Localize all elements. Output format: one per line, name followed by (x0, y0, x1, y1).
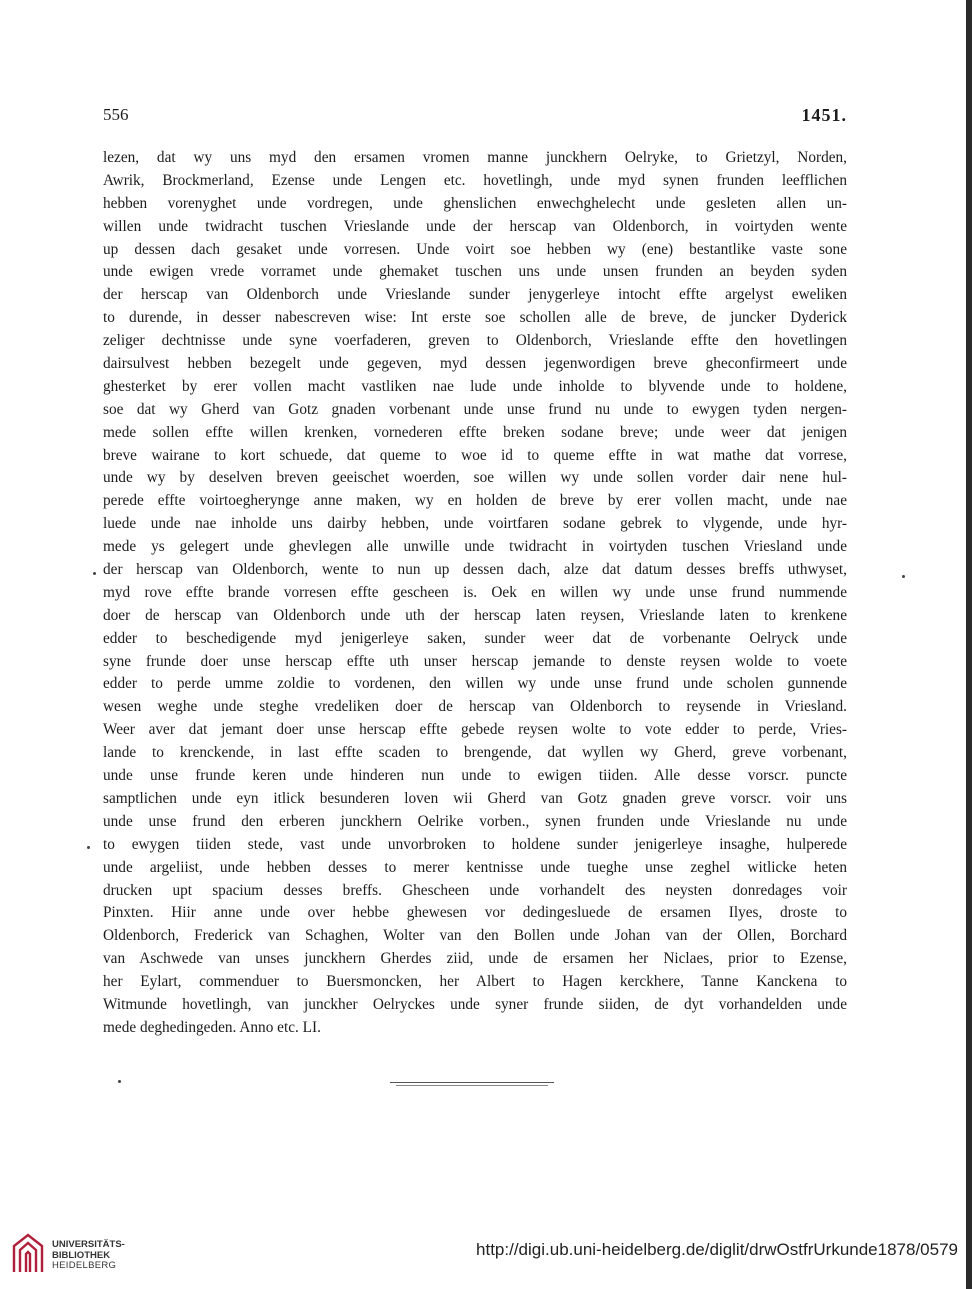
text-line: wesen weghe unde steghe vredeliken doer de herscap van Oldenborch to reysende in Vriesland. (103, 698, 847, 716)
text-line: her Eylart, commenduer to Buersmoncken, her Albert to Hagen kerckhere, Tanne Kanckena to (103, 973, 847, 991)
institution-line-3: HEIDELBERG (52, 1260, 117, 1271)
text-line: Weer aver dat jemant doer unse herscap effte gebede reysen wolte to vote edder to perde, Vries- (103, 721, 847, 739)
text-line: samptlichen unde eyn itlick besunderen loven wii Gherd van Gotz gnaden greve vorscr. voir uns (103, 789, 847, 807)
text-line: unde wy by deselven breven geeischet woerden, soe willen wy unde sollen vorder dair nene hul- (103, 469, 847, 487)
text-line: soe dat wy Gherd van Gotz gnaden vorbenant unde unse frund nu unde to ewygen tyden nergen- (103, 400, 847, 418)
text-line: van Aschwede van unses junckhern Gherdes ziid, unde de ersamen her Niclaes, prior to Ezense, (103, 950, 847, 968)
end-rule-secondary (396, 1085, 548, 1086)
text-line: edder to beschedigende myd jenigerleye saken, sunder weer dat de vorbenante Oelryck unde (103, 629, 847, 647)
text-line: breve wairane to kort schuede, dat queme to woe id to queme effte in wat mathe dat vorrese, (103, 446, 847, 464)
source-url-link[interactable]: http://digi.ub.uni-heidelberg.de/diglit/drwOstfrUrkunde1878/0579 (476, 1240, 958, 1259)
text-line: mede ys gelegert unde ghevlegen alle unwille unde twidracht in voirtyden tuschen Vriesland unde (103, 538, 847, 556)
text-line: dairsulvest hebben bezegelt unde gegeven, myd dessen jegenwordigen breve gheconfirmeert unde (103, 355, 847, 373)
text-line: unde ewigen vrede vorramet unde ghemaket tuschen uns unde unsen frunden an beyden syden (103, 263, 847, 281)
text-line: to durende, in desser nabescreven wise: Int erste soe schollen alle de breve, de juncker Dyderick (103, 309, 847, 327)
scan-speck (118, 1080, 121, 1083)
scan-speck (902, 575, 905, 578)
text-line: to ewygen tiiden stede, vast unde unvorbroken to holdene sunder jenigerleye insaghe, hulperede (103, 835, 847, 853)
text-line: myd rove effte brande vorresen effte gescheen is. Oek en willen wy unde unse frund nummende (103, 583, 847, 601)
text-line: Witmunde hovetlingh, van junckher Oelryckes unde syner frunde siiden, de dyt vorhandelden unde (103, 995, 847, 1013)
text-line: mede deghedingeden. Anno etc. LI. (103, 1018, 321, 1036)
text-line: ghesterket by erer vollen macht vastliken nae lude unde inholde to blyvende unde to holdene, (103, 377, 847, 395)
institution-name (52, 1240, 125, 1272)
text-line: unde unse frunde keren unde hinderen nun unde to ewigen tiiden. Alle desse vorscr. puncte (103, 767, 847, 785)
text-line: syne frunde doer unse herscap effte uth unser herscap jemande to denste reysen wolde to voete (103, 652, 847, 670)
text-line: hebben vorenyghet unde vordregen, unde ghenslichen enwechghelecht unde gesleten allen un- (103, 194, 847, 212)
text-line: Pinxten. Hiir anne unde over hebbe ghewesen vor dedingesluede de ersamen Ilyes, droste to (103, 904, 847, 922)
text-line: doer de herscap van Oldenborch unde uth der herscap laten reysen, Vrieslande laten to krenkene (103, 606, 847, 624)
document-body (103, 147, 847, 1040)
text-line: zeliger dechtnisse unde syne voerfaderen, greven to Oldenborch, Vrieslande effte den hovetlingen (103, 332, 847, 350)
text-line: perede effte voirtoegherynge anne maken, wy en holden de breve by erer vollen macht, unde nae (103, 492, 847, 510)
text-line: edder to perde umme zoldie to vordenen, den willen wy unde unse frund unde scholen gunnende (103, 675, 847, 693)
text-line: unde argeliist, unde hebben desses to merer kentnisse unde tueghe unse zeghel witlicke heten (103, 858, 847, 876)
footer (0, 1218, 966, 1289)
text-line: der herscap van Oldenborch unde Vrieslande sunder jenygerleye intocht effte argelyst eweliken (103, 286, 847, 304)
scan-speck (93, 572, 96, 575)
text-line: Awrik, Brockmerland, Ezense unde Lengen etc. hovetlingh, unde myd synen frunden leefflichen (103, 171, 847, 189)
text-line: Oldenborch, Frederick van Schaghen, Wolter van den Bollen unde Johan van der Ollen, Borchard (103, 927, 847, 945)
running-head (103, 105, 847, 127)
university-logo-icon (10, 1232, 46, 1274)
text-line: luede unde nae inholde uns dairby hebben, unde voirtfaren sodane gebrek to vlygende, unde hyr- (103, 515, 847, 533)
text-line: up dessen dach gesaket unde vorresen. Unde voirt soe hebben wy (ene) bestantlike vaste sone (103, 240, 847, 258)
text-line: willen unde twidracht tuschen Vrieslande unde der herscap van Oldenborch, in voirtyden wente (103, 217, 847, 235)
institution-line-2: BIBLIOTHEK (52, 1249, 111, 1261)
institution-line-1: UNIVERSITÄTS- (52, 1239, 125, 1250)
page-number: 556 (103, 105, 129, 124)
text-line: lezen, dat wy uns myd den ersamen vromen manne junckhern Oelryke, to Grietzyl, Norden, (103, 149, 847, 166)
text-line: mede sollen effte willen krenken, vornederen effte breken sodane breve; unde weer dat jenigen (103, 423, 847, 441)
scan-speck (87, 846, 90, 849)
year-heading: 1451. (801, 105, 847, 125)
text-line: unde unse frund den erberen junckhern Oelrike vorben., synen frunden unde Vrieslande nu unde (103, 812, 847, 830)
text-line: lande to krenckende, in last effte scaden to brengende, dat wyllen wy Gherd, greve vorbenant, (103, 744, 847, 762)
scan-edge (966, 0, 972, 1289)
text-line: drucken upt spacium desses breffs. Ghescheen unde vorhandelt des neysten donredages voir (103, 881, 847, 899)
end-rule (390, 1082, 554, 1083)
text-line: der herscap van Oldenborch, wente to nun up dessen dach, alze dat datum desses breffs uthwyset, (103, 561, 847, 579)
